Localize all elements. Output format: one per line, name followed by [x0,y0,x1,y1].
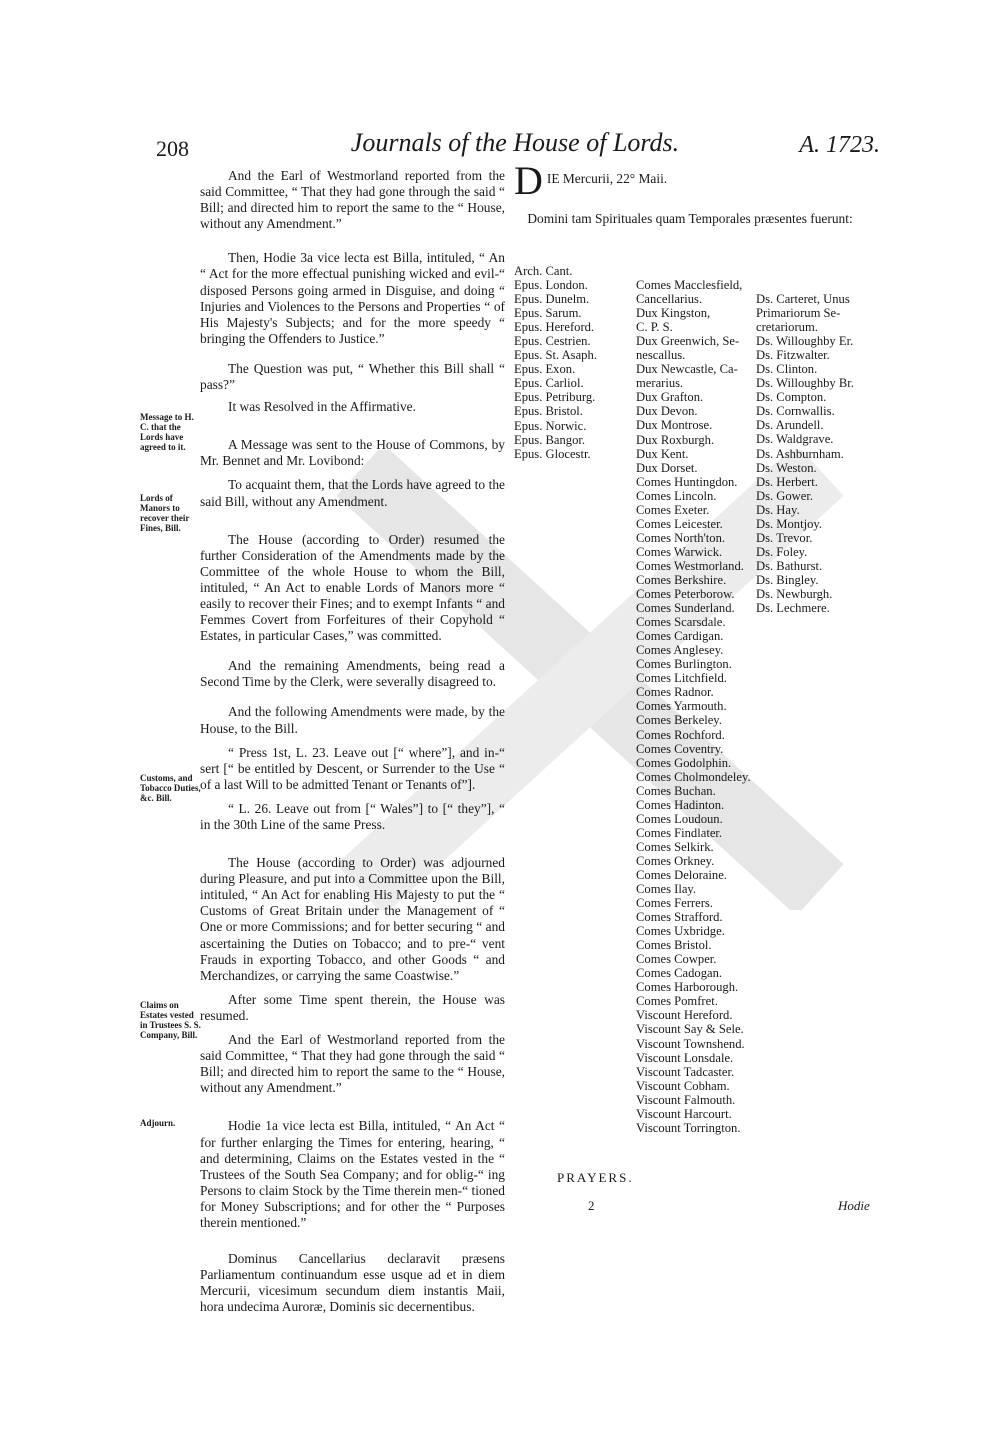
list-item: Epus. Hereford. [514,320,595,335]
list-item: Ds. Willoughby Br. [756,376,854,391]
paragraph: And the Earl of Westmorland reported from the said Committee, “ That they had gone through the said “ Bill; and directed him to report the same to the “ House, without any Amendment.” [200,1032,505,1096]
list-item: Primariorum Se- [756,306,841,321]
day-heading-text: IE Mercurii, 22° Maii. [546,171,668,186]
margin-note: Adjourn. [140,1118,176,1128]
list-item: Ds. Cornwallis. [756,404,835,419]
list-item: Comes Scarsdale. [636,615,726,630]
list-item: Ds. Fitzwalter. [756,348,830,363]
list-item: Epus. Cestrien. [514,334,591,349]
list-item: Comes Godolphin. [636,755,732,770]
list-item: Ds. Compton. [756,390,827,405]
page-number: 208 [156,136,189,161]
paragraph: After some Time spent therein, the House was resumed. [200,991,505,1023]
list-item: Viscount Falmouth. [636,1092,736,1107]
list-item: Comes Cadogan. [636,966,723,981]
prayers-heading: PRAYERS. [557,1170,634,1185]
list-item: Comes Buchan. [636,783,716,798]
list-item: Dux Roxburgh. [636,432,715,447]
list-item: Cancellarius. [636,292,703,307]
list-item: Viscount Hereford. [636,1008,733,1023]
list-item: Viscount Townshend. [636,1036,745,1051]
list-item: Viscount Say & Sele. [636,1022,744,1037]
list-item: Comes Loudoun. [636,811,723,826]
paragraph: The House (according to Order) was adjourned during Pleasure, and put into a Committee upon the Bill, intituled, “ An Act for enabling His Majesty to put the “ Customs of Great Britain under the Management of “ One or more Commissions; and for better securing “ and ascertaining the Duties on Tobacco; and to pre-“ vent Frauds in exporting Tobacco, and other Goods “ and Merchandizes, or carrying the same Coastwise.” [200,855,505,983]
list-item: Comes Coventry. [636,741,724,756]
list-item: Dux Grafton. [636,390,704,405]
list-item: Epus. Norwic. [514,418,587,433]
list-item: Epus. Bangor. [514,432,586,447]
list-item: merarius. [636,376,684,391]
list-item: cretariorum. [756,320,818,335]
list-item: Comes Huntingdon. [636,474,738,489]
list-item: Ds. Lechmere. [756,601,830,616]
left-column [200,168,505,1329]
list-item: Ds. Carteret, Unus [756,292,850,306]
list-spiritual-lords [514,264,597,461]
list-item: Comes Deloraine. [636,867,727,882]
paragraph: A Message was sent to the House of Commons, by Mr. Bennet and Mr. Lovibond: [200,437,505,469]
page-title: Journals of the House of Lords. [350,128,680,157]
list-item: Comes Westmorland. [636,558,744,573]
list-item: Comes Lincoln. [636,488,717,503]
list-item: Viscount Tadcaster. [636,1064,735,1079]
list-item: Comes Selkirk. [636,839,714,854]
list-item: Comes Rochford. [636,727,725,742]
list-item: Comes Findlater. [636,825,723,840]
list-item: Comes Berkshire. [636,572,727,587]
list-barons [756,292,854,615]
list-item: Comes Ilay. [636,882,697,897]
margin-note: Claims on Estates vested in Trustees S. S. Company, Bill. [140,1000,201,1040]
list-item: Comes Harborough. [636,980,739,995]
paragraph: The House (according to Order) resumed the further Consideration of the Amendments made by the Committee of the whole House to whom the Bill, intituled, “ An Act to enable Lords of Manors more “ easily to recover their Fines; and to exempt Infants “ and Femmes Covert from Forfeitures of their Copyhold “ Estates, in particular Cases,” was committed. [200,531,505,644]
list-item: Ds. Trevor. [756,530,813,545]
list-item: Dux Greenwich, Se- [636,334,740,349]
paragraph: Dominus Cancellarius declaravit præsens Parliamentum continuandum esse usque ad et in diem Mercurii, vicesimum secundum diem instantis Maii, hora undecima Auroræ, Dominis sic decernentibus. [200,1251,505,1315]
list-item: Arch. Cant. [514,264,573,278]
list-item: Ds. Newburgh. [756,586,833,601]
paragraph: And the following Amendments were made, by the House, to the Bill. [200,704,505,736]
list-item: Viscount Harcourt. [636,1106,732,1121]
list-item: Comes Ferrers. [636,896,713,911]
list-item: Comes Leicester. [636,516,723,531]
paragraph: And the remaining Amendments, being read a Second Time by the Clerk, were severally disagreed to. [200,658,505,690]
list-item: Epus. Bristol. [514,404,583,419]
list-item: Ds. Ashburnham. [756,446,844,461]
list-item: Dux Devon. [636,404,698,419]
list-item: Comes Cowper. [636,952,717,967]
list-item: Dux Kent. [636,446,689,461]
paragraph: Hodie 1a vice lecta est Billa, intituled, “ An Act “ for further enlarging the Times for entering, hearing, “ and determining, Claims on the Estates vested in the “ Trustees of the South Sea Company; and for oblig-“ ing Persons to claim Stock by the Time therein men-“ tioned for Money Subscriptions; and for other the “ Purposes therein mentioned.” [200,1118,505,1230]
list-item: Comes Berkeley. [636,713,722,728]
list-item: Comes Litchfield. [636,671,727,686]
list-item: Ds. Willoughby Er. [756,334,854,349]
list-item: Dux Montrose. [636,418,713,433]
list-item: Epus. Dunelm. [514,292,590,307]
list-item: Ds. Waldgrave. [756,432,834,447]
list-item: Ds. Hay. [756,502,800,517]
list-item: Comes Macclesfield, [636,278,743,292]
margin-note: Message to H. C. that the Lords have agreed to it. [140,412,194,452]
list-item: Comes Radnor. [636,685,714,700]
list-item: Dux Dorset. [636,460,698,475]
list-temporal-lords [636,278,751,1135]
list-item: Dux Newcastle, Ca- [636,362,738,377]
paragraph: It was Resolved in the Affirmative. [228,399,416,415]
list-item: Comes Warwick. [636,544,723,559]
signature-mark: 2 [588,1198,595,1213]
list-item: Comes Burlington. [636,657,732,672]
list-item: Comes Cholmondeley. [636,769,751,784]
page-year: A. 1723. [799,132,880,158]
list-item: Comes Peterborow. [636,587,735,602]
drop-cap: D [514,158,543,203]
list-item: Ds. Bingley. [756,572,819,587]
list-item: Ds. Arundell. [756,418,824,433]
list-item: Viscount Torrington. [636,1120,741,1135]
list-item: nescallus. [636,348,686,363]
paragraph: The Question was put, “ Whether this Bill shall “ pass?” [200,360,505,393]
list-item: Comes Exeter. [636,502,710,517]
list-item: Ds. Bathurst. [756,558,823,573]
list-item: Comes Anglesey. [636,643,724,658]
paragraph: “ L. 26. Leave out from [“ Wales”] to [“ they”], “ in the 30th Line of the same Press. [200,800,505,832]
paragraph: And the Earl of Westmorland reported from the said Committee, “ That they had gone through the said “ Bill; and directed him to report the same to the “ House, without any Amendment.” [200,168,505,232]
list-item: C. P. S. [636,320,673,335]
margin-note: Lords of Manors to recover their Fines, Bill. [140,493,190,533]
list-item: Comes Cardigan. [636,629,724,644]
list-item: Comes North'ton. [636,530,726,545]
list-item: Epus. Exon. [514,362,576,377]
list-item: Comes Sunderland. [636,601,735,616]
catchword: Hodie [838,1198,870,1213]
list-item: Comes Pomfret. [636,994,718,1009]
list-item: Ds. Herbert. [756,474,818,489]
day-heading [514,158,874,203]
list-item: Ds. Montjoy. [756,516,823,531]
list-item: Comes Orkney. [636,853,715,868]
list-item: Comes Yarmouth. [636,699,727,714]
list-item: Viscount Cobham. [636,1078,730,1093]
list-item: Epus. St. Asaph. [514,348,597,363]
paragraph: To acquaint them, that the Lords have agreed to the said Bill, without any Amendment. [200,477,505,509]
attendance-intro: Domini tam Spirituales quam Temporales præsentes fuerunt: [527,211,853,226]
list-item: Comes Uxbridge. [636,924,725,939]
list-item: Comes Bristol. [636,938,712,953]
list-item: Ds. Clinton. [756,362,818,377]
list-item: Epus. Glocestr. [514,446,591,461]
list-item: Epus. Petriburg. [514,390,596,405]
list-item: Ds. Gower. [756,488,814,503]
list-item: Comes Strafford. [636,910,723,925]
paragraph: “ Press 1st, L. 23. Leave out [“ where”], and in-“ sert [“ be entitled by Descent, or Surrender to the Use “ of a last Will to be admitted Tenant or Tenants of”]. [200,744,505,792]
margin-note: Customs, and Tobacco Duties, &c. Bill. [140,773,201,803]
list-item: Ds. Weston. [756,460,817,475]
list-item: Epus. Sarum. [514,306,582,321]
list-item: Ds. Foley. [756,544,808,559]
list-item: Epus. Carliol. [514,376,584,391]
list-item: Comes Hadinton. [636,797,725,812]
list-item: Epus. London. [514,278,588,293]
paragraph: Then, Hodie 3a vice lecta est Billa, intituled, “ An “ Act for the more effectual punishing wicked and evil-“ disposed Persons going armed in Disguise, and doing “ Injuries and Violences to the Persons and Properties “ of His Majesty's Subjects; and for the more speedy “ bringing the Offenders to Justice.” [200,250,505,346]
list-item: Dux Kingston, [636,306,711,321]
list-item: Viscount Lonsdale. [636,1050,734,1065]
